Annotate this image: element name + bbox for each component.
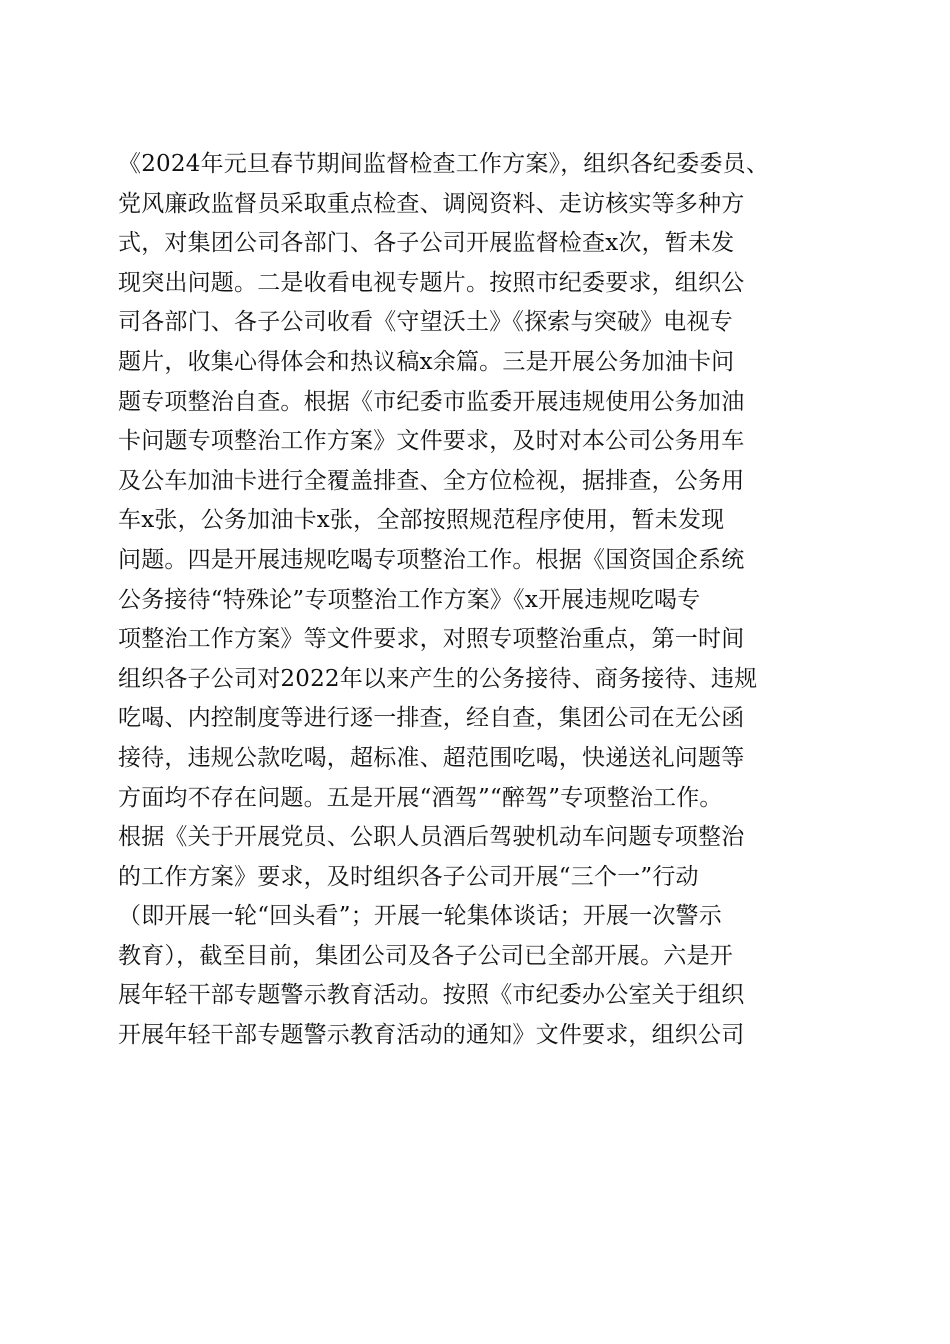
text-line: 展年轻干部专题警示教育活动。按照《市纪委办公室关于组织 <box>118 982 745 1009</box>
text-line: 组织各子公司对2022年以来产生的公务接待、商务接待、违规 <box>118 665 758 692</box>
text-line: 题专项整治自查。根据《市纪委市监委开展违规使用公务加油 <box>118 388 745 415</box>
text-line: 教育），截至目前，集团公司及各子公司已全部开展。六是开 <box>118 942 733 969</box>
text-line: 及公车加油卡进行全覆盖排查、全方位检视，据排查，公务用 <box>118 467 745 494</box>
text-line: 开展年轻干部专题警示教育活动的通知》文件要求，组织公司 <box>118 1022 745 1049</box>
text-line: 式，对集团公司各部门、各子公司开展监督检查x次，暂未发 <box>118 230 735 257</box>
text-line: 卡问题专项整治工作方案》文件要求，及时对本公司公务用车 <box>118 428 745 455</box>
text-line: 问题。四是开展违规吃喝专项整治工作。根据《国资国企系统 <box>118 546 745 573</box>
text-line: 的工作方案》要求，及时组织各子公司开展“三个一”行动 <box>118 863 699 890</box>
text-line: 现突出问题。二是收看电视专题片。按照市纪委要求，组织公 <box>118 269 745 296</box>
text-line: （即开展一轮“回头看”；开展一轮集体谈话；开展一次警示 <box>118 903 722 930</box>
text-line: 项整治工作方案》等文件要求，对照专项整治重点，第一时间 <box>118 626 745 653</box>
text-line: 党风廉政监督员采取重点检查、调阅资料、走访核实等多种方 <box>118 190 745 217</box>
text-line: 车x张，公务加油卡x张，全部按照规范程序使用，暂未发现 <box>118 507 725 534</box>
body-paragraph <box>118 145 848 1056</box>
text-line: 方面均不存在问题。五是开展“酒驾”“醉驾”专项整治工作。 <box>118 784 723 811</box>
text-line: 公务接待“特殊论”专项整治工作方案》《x开展违规吃喝专 <box>118 586 701 613</box>
text-line: 吃喝、内控制度等进行逐一排查，经自查，集团公司在无公函 <box>118 705 745 732</box>
text-line: 根据《关于开展党员、公职人员酒后驾驶机动车问题专项整治 <box>118 824 745 851</box>
text-line: 题片，收集心得体会和热议稿x余篇。三是开展公务加油卡问 <box>118 348 735 375</box>
text-line: 司各部门、各子公司收看《守望沃土》《探索与突破》电视专 <box>118 309 733 336</box>
text-line: 《2024年元旦春节期间监督检查工作方案》，组织各纪委委员、 <box>118 151 770 177</box>
text-line: 接待，违规公款吃喝，超标准、超范围吃喝，快递送礼问题等 <box>118 744 745 771</box>
